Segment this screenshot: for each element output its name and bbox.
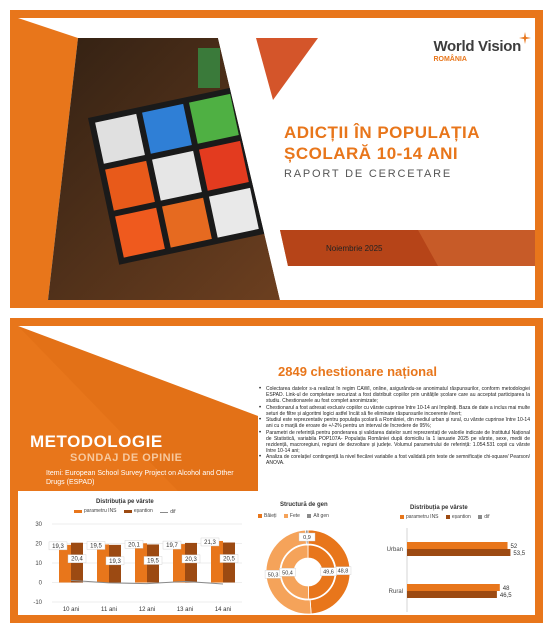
donut-label: 49,6 [323,569,334,576]
items-source: Itemi: European School Survey Project on Alcohol and Other Drugs (ESPAD) [46,470,234,486]
x-tick-label: 12 ani [138,607,156,613]
bullet-item: • Colectarea datelor s-a realizat în regim CAWI, online, asigurându-se anonimatul răspunsurilor, conform metodologiei ESPAD. Link-ul de completare securizat a fost distribuit copiilor prin unitățile școlare care au acceptat participarea la studiu. Chestionarele au fost complet anonimizate; [258,386,530,404]
age-chart-title: Distribuția pe vârste [96,499,154,505]
y-tick-label: 10 [35,561,42,567]
legend-label: dif [170,509,176,515]
bar-esantion [407,591,497,598]
legend-item [400,514,439,520]
data-label-esantion: 20,4 [71,556,83,563]
title-line-1: ADICȚII ÎN POPULAȚIA [284,123,481,142]
world-vision-logo [433,38,521,63]
bar-parametru-ins [173,544,185,582]
section-subtitle: SONDAJ DE OPINIE [70,452,183,464]
data-label-esantion: 20,5 [223,556,235,563]
gender-chart-legend [258,513,335,520]
legend-item [284,513,300,519]
age-chart-legend [74,508,181,515]
bar-esantion [407,549,510,556]
orange-title-panel [18,326,258,491]
category-label: Rural [388,589,403,595]
y-tick-label: 0 [38,580,42,587]
age-distribution-chart [22,516,247,616]
report-subtitle: RAPORT DE CERCETARE [284,168,453,180]
donut-label: 0,9 [303,535,311,542]
donut-label: 48,8 [337,568,349,575]
legend-item [258,513,277,519]
residence-distribution-chart [373,522,538,618]
report-title [284,122,524,164]
logo-name: World Vision [433,38,521,55]
y-tick-label: 30 [35,522,42,528]
data-label-ins: 48 [502,586,510,592]
data-label-esantion: 20,3 [185,556,197,563]
data-label-ins: 19,7 [166,543,178,550]
legend-item [74,508,117,514]
bullet-item: • Chestionarul a fost adresat exclusiv copiilor cu vârste cuprinse între 10-14 ani împliniți. Baza de date a inclus mai multe seturi de filtre și algoritmi logici astfel încât să fie eliminate răspunsurile incoerente /inert; [258,405,530,417]
x-tick-label: 14 ani [214,607,232,613]
x-tick-label: 13 ani [176,607,194,613]
legend-label: dif [484,514,490,520]
legend-label: Băieți [264,513,277,519]
title-line-2: ȘCOLARĂ 10-14 ANI [284,144,459,163]
data-label-ins: 19,5 [90,543,102,550]
legend-label: eșantion [133,508,153,514]
title-slide[interactable] [10,10,543,308]
gender-structure-chart [263,522,353,618]
legend-label: parametru INS [406,514,439,520]
residence-chart-title: Distribuția pe vârste [410,505,468,511]
legend-item [478,514,489,520]
bar-parametru-ins [59,545,71,583]
bullet-item: • Studiul este reprezentativ pentru populația școlară a României, din mediul urban și rural, cu vârste cuprinse între 10-14 ani cu o marjă de eroare de +/-2% pentru un interval de încredere de 95%; [258,417,530,429]
bar-parametru-ins [407,584,500,591]
logo-star-icon [519,32,531,44]
data-label-ins: 20,1 [128,542,140,549]
legend-item [124,508,153,514]
bullet-item: • Analiza de corelație/ contingență la nivel fiecărei variabile a fost validată prin teste de semnificație chi-square/ Pearson/ ANOVA. [258,454,530,466]
data-label-ins: 19,3 [52,543,64,550]
x-tick-label: 10 ani [62,607,80,613]
legend-item [446,514,471,520]
y-tick-label: 20 [35,541,42,548]
x-tick-label: 11 ani [101,607,117,613]
bullet-item: • Parametri de referință pentru ponderarea și validarea datelor sunt reprezentați de valorile indicate de Institutul Național de Statistică, variabila POP107A- Populația României după domiciliu la 1 ianuarie 2025 pe vârste, sexe, medii de rezidență, macroregiuni, regiuni de dezvoltare și județe. Volumul parametrului de referință: 1.054.531 copii cu vârste între 10-14 ani; [258,430,530,454]
legend-label: Alt gen [313,513,329,519]
data-label-ins: 21,3 [204,539,216,546]
logo-country: ROMÂNIA [433,56,467,63]
residence-chart-legend [400,514,495,521]
bar-parametru-ins [407,542,508,549]
data-label-esantion: 19,5 [147,558,159,565]
report-date: Noiembrie 2025 [326,244,383,253]
data-label-esantion: 46,5 [499,593,512,599]
legend-label: parametru INS [84,508,117,514]
section-title: METODOLOGIE [30,432,163,451]
y-tick-label: -10 [33,600,42,606]
donut-label: 50,3 [267,572,279,579]
data-label-esantion: 19,3 [109,558,121,565]
data-label-ins: 52 [510,544,518,550]
sample-heading: 2849 chestionare național [278,364,437,379]
methodology-bullets [258,386,530,467]
category-label: Urban [386,547,403,553]
legend-label: Fete [289,513,300,519]
methodology-slide[interactable] [10,318,543,623]
data-label-esantion: 53,5 [513,551,526,557]
donut-label: 50,4 [282,570,293,577]
legend-item [307,513,329,519]
gender-chart-title: Structură de gen [280,502,328,508]
legend-item [160,509,175,515]
legend-label: eșantion [451,514,471,520]
